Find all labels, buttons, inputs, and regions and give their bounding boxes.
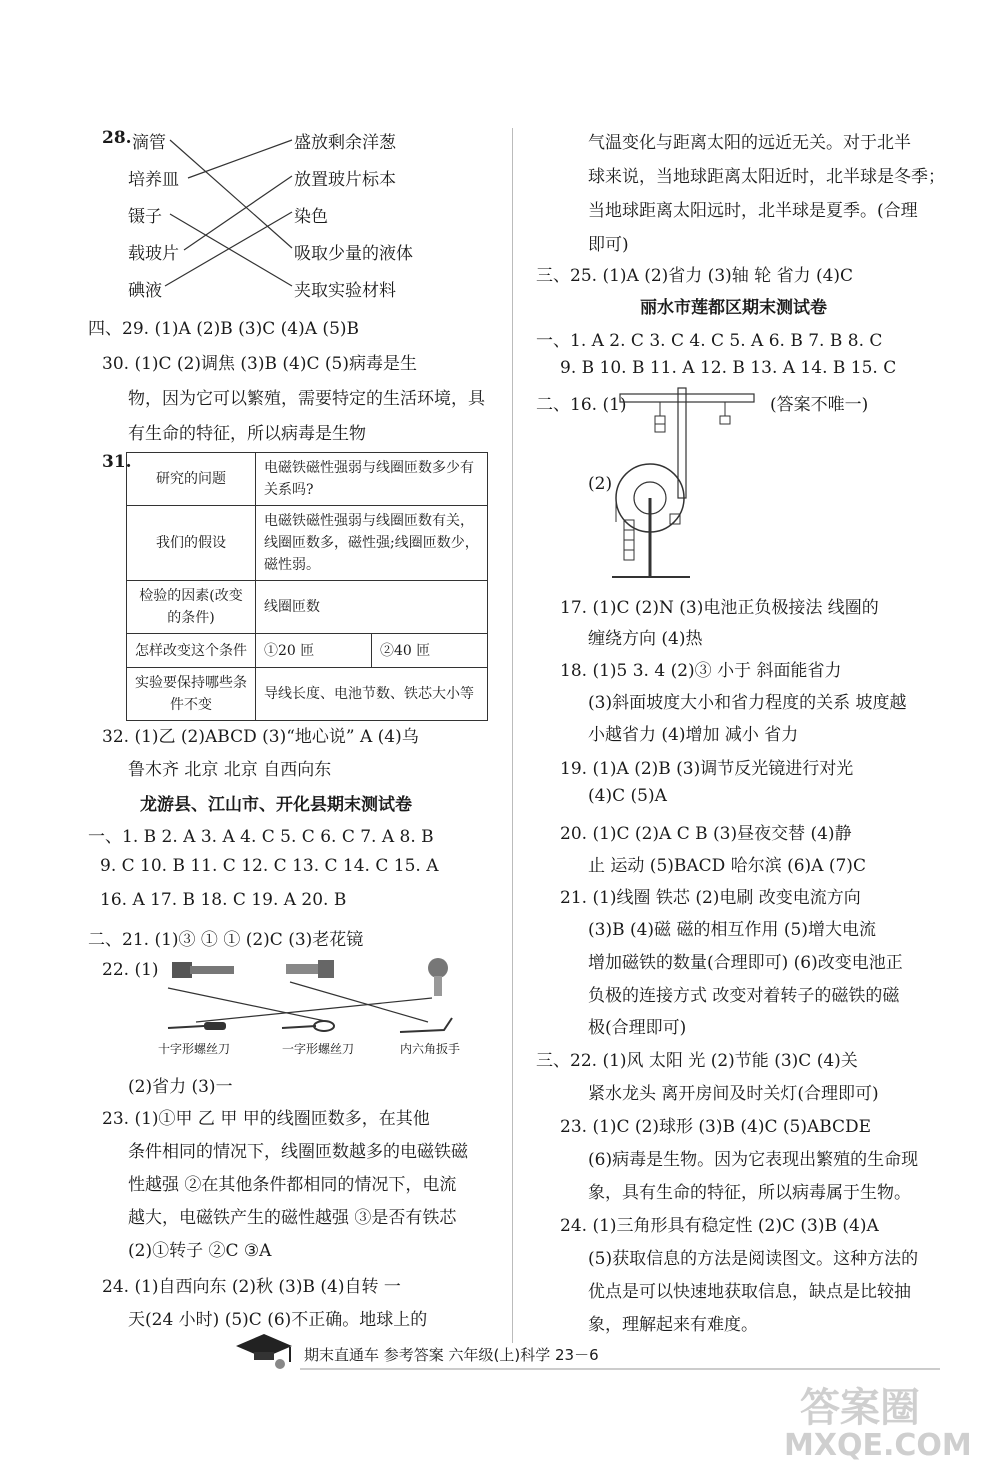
screw-icon [172, 962, 234, 978]
continued-line: 球来说，当地球距离太阳近时，北半球是冬季； [588, 167, 945, 187]
continued-line: 即可) [588, 235, 629, 255]
watermark-logo: 答案圈 [800, 1385, 920, 1431]
q21-line: 21. (1)线圈 铁芯 (2)电刷 改变电流方向 [560, 888, 861, 908]
q24-line: 24. (1)三角形具有稳定性 (2)C (3)B (4)A [560, 1216, 879, 1236]
q22-number: 22. (1) [102, 960, 159, 980]
footer-text: 期末直通车 参考答案 六年级(上)科学 23－6 [304, 1346, 599, 1364]
q28-right-item: 盛放剩余洋葱 [294, 133, 396, 153]
q16-note: (答案不唯一) [770, 395, 869, 415]
round-head-screw-icon [428, 958, 448, 996]
q24-line: (5)获取信息的方法是阅读图文。这种方法的 [588, 1249, 919, 1269]
q18-line: 小越省力 (4)增加 减小 省力 [588, 725, 799, 745]
flat-screwdriver-icon [282, 1021, 334, 1031]
q28-left-item: 载玻片 [128, 244, 179, 264]
q29-answer: 四、29. (1)A (2)B (3)C (4)A (5)B [88, 319, 360, 339]
q20-line: 20. (1)C (2)A C B (3)昼夜交替 (4)静 [560, 824, 852, 844]
q28-left-item: 培养皿 [128, 170, 179, 190]
q32-line: 32. (1)乙 (2)ABCD (3)“地心说” A (4)乌 [102, 727, 419, 747]
table-cell-value: 电磁铁磁性强弱与线圈匝数有关，线圈匝数多，磁性强;线圈匝数少，磁性弱。 [256, 506, 488, 581]
q28-number: 28. [102, 128, 132, 148]
section-title: 龙游县、江山市、开化县期末测试卷 [140, 795, 412, 815]
tool-label: 内六角扳手 [400, 1042, 461, 1056]
watermark-url: MXQE.COM [784, 1428, 972, 1463]
table-cell-value: ②40 匝 [371, 634, 487, 668]
q20-line: 止 运动 (5)BACD 哈尔滨 (6)A (7)C [588, 856, 866, 876]
q28-right-item: 吸取少量的液体 [294, 244, 413, 264]
q30-line: 物，因为它可以繁殖，需要特定的生活环境，具 [128, 389, 485, 409]
q23-line: 23. (1)C (2)球形 (3)B (4)C (5)ABCDE [560, 1117, 872, 1137]
q23-line: (2)①转子 ②C ③A [128, 1241, 272, 1261]
q19-line: 19. (1)A (2)B (3)调节反光镜进行对光 [560, 759, 854, 779]
tool-label: 十字形螺丝刀 [158, 1042, 231, 1056]
pulley-diagram [0, 0, 1000, 590]
q23-line: (6)病毒是生物。因为它表现出繁殖的生命现 [588, 1150, 919, 1170]
mc-answers-line: 一、1. B 2. A 3. A 4. C 5. C 6. C 7. A 8. B [88, 827, 434, 847]
q31-number: 31. [102, 452, 132, 472]
q28-left-item: 滴管 [132, 133, 166, 153]
q18-line: (3)斜面坡度大小和省力程度的关系 坡度越 [588, 693, 907, 713]
footer-line [300, 1368, 940, 1370]
table-cell-label: 怎样改变这个条件 [127, 634, 256, 668]
q22-line: 三、22. (1)风 太阳 光 (2)节能 (3)C (4)关 [536, 1051, 858, 1071]
q21-line: 极(合理即可) [588, 1018, 687, 1038]
q23-line: 性越强 ②在其他条件都相同的情况下，电流 [128, 1175, 457, 1195]
q24-line: 象，理解起来有难度。 [588, 1315, 758, 1335]
q21-line: 负极的连接方式 改变对着转子的磁铁的磁 [588, 986, 900, 1006]
q28-left-item: 碘液 [128, 281, 162, 301]
continued-line: 气温变化与距离太阳的远近无关。对于北半 [588, 133, 911, 153]
mc-answers-line: 16. A 17. B 18. C 19. A 20. B [100, 890, 347, 910]
q23-line: 23. (1)①甲 乙 甲 甲的线圈匝数多，在其他 [102, 1109, 430, 1129]
hex-key-icon [400, 1018, 452, 1032]
q32-line: 鲁木齐 北京 北京 自西向东 [128, 760, 332, 780]
continued-line: 当地球距离太阳远时，北半球是夏季。(合理 [588, 201, 918, 221]
q18-line: 18. (1)5 3. 4 (2)③ 小于 斜面能省力 [560, 661, 842, 681]
table-cell-value: ①20 匝 [256, 634, 372, 668]
table-cell-label: 实验要保持哪些条件不变 [127, 668, 256, 721]
table-cell-value: 线圈匝数 [256, 581, 488, 634]
q24-line: 优点是可以快速地获取信息，缺点是比较抽 [588, 1282, 911, 1302]
q30-line: 有生命的特征，所以病毒是生物 [128, 424, 366, 444]
q16-number: 二、16. (1) [536, 395, 627, 415]
q28-left-item: 镊子 [128, 207, 162, 227]
mc-answers-line: 9. C 10. B 11. C 12. C 13. C 14. C 15. A [100, 856, 439, 876]
q28-right-item: 放置玻片标本 [294, 170, 396, 190]
cross-screwdriver-icon [168, 1022, 226, 1030]
q21-answer: 二、21. (1)③ ① ① (2)C (3)老花镜 [88, 930, 364, 950]
section-title: 丽水市莲都区期末测试卷 [640, 298, 827, 318]
mc-answers-line: 一、1. A 2. C 3. C 4. C 5. A 6. B 7. B 8. C [536, 331, 883, 351]
q30-line: 30. (1)C (2)调焦 (3)B (4)C (5)病毒是生 [102, 354, 417, 374]
table-cell-label: 我们的假设 [127, 506, 256, 581]
q28-right-item: 染色 [294, 207, 328, 227]
mc-answers-line: 9. B 10. B 11. A 12. B 13. A 14. B 15. C [560, 358, 897, 378]
table-cell-label: 研究的问题 [127, 453, 256, 506]
q17-line: 缠绕方向 (4)热 [588, 629, 703, 649]
graduation-cap-icon [232, 1330, 296, 1370]
q17-line: 17. (1)C (2)N (3)电池正负极接法 线圈的 [560, 598, 879, 618]
table-cell-label: 检验的因素(改变的条件) [127, 581, 256, 634]
q21-line: (3)B (4)磁 磁的相互作用 (5)增大电流 [588, 920, 876, 940]
q19-line: (4)C (5)A [588, 786, 667, 806]
q22-sub-answer: (2)省力 (3)一 [128, 1077, 233, 1097]
q23-line: 条件相同的情况下，线圈匝数越多的电磁铁磁 [128, 1142, 468, 1162]
table-cell-value: 导线长度、电池节数、铁芯大小等 [256, 668, 488, 721]
q16-sub2: (2) [588, 474, 613, 494]
q28-right-item: 夹取实验材料 [294, 281, 396, 301]
table-cell-value: 电磁铁磁性强弱与线圈匝数多少有关系吗? [256, 453, 488, 506]
q21-line: 增加磁铁的数量(合理即可) (6)改变电池正 [588, 953, 903, 973]
q23-line: 象，具有生命的特征，所以病毒属于生物。 [588, 1183, 911, 1203]
q23-line: 越大，电磁铁产生的磁性越强 ③是否有铁芯 [128, 1208, 457, 1228]
q24-line: 天(24 小时) (5)C (6)不正确。地球上的 [128, 1310, 428, 1330]
q22-line: 紧水龙头 离开房间及时关灯(合理即可) [588, 1084, 879, 1104]
tool-label: 一字形螺丝刀 [282, 1042, 355, 1056]
hex-screw-icon [286, 960, 334, 978]
q24-line: 24. (1)自西向东 (2)秋 (3)B (4)自转 一 [102, 1277, 401, 1297]
q25-answer: 三、25. (1)A (2)省力 (3)轴 轮 省力 (4)C [536, 266, 854, 286]
